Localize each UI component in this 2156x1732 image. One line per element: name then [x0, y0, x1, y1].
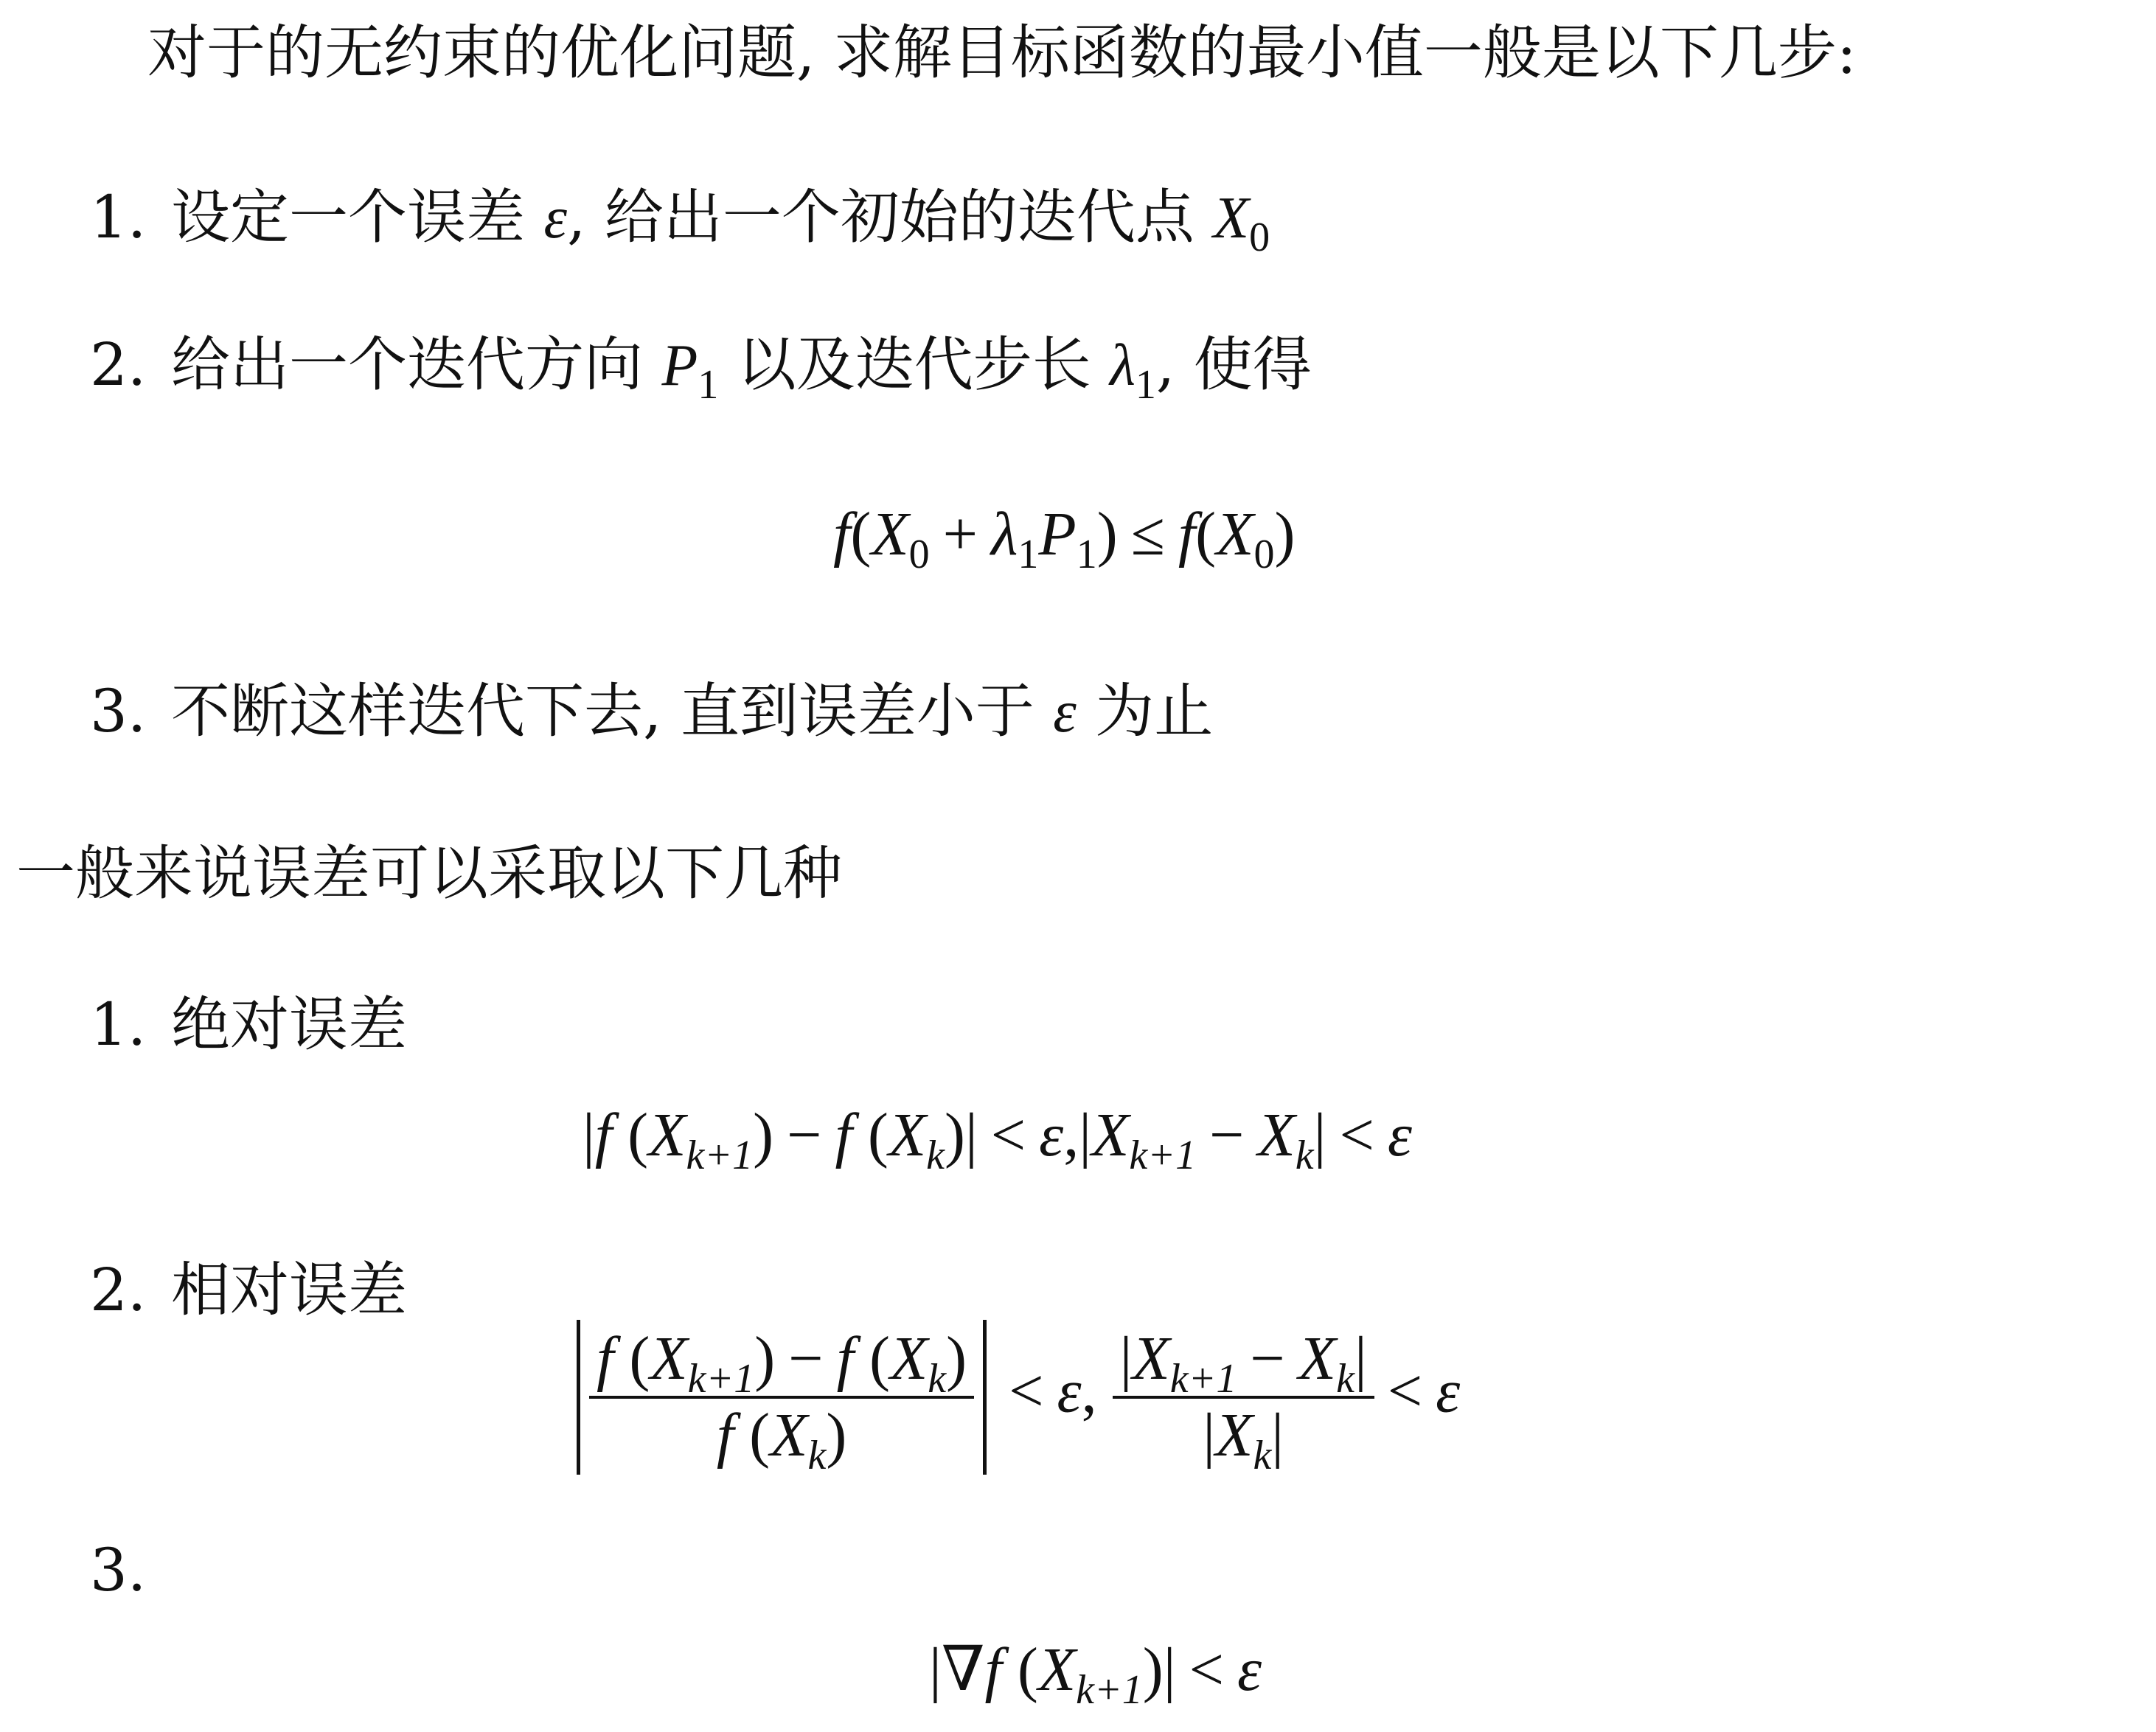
epsilon-symbol: ε [543, 186, 567, 251]
error-number: 3. [90, 1536, 147, 1604]
fraction-function: $\frac{f (X_{k+1}) - f (X_k)}{f (X_k)}$ [589, 1322, 974, 1472]
error-label: 绝对误差 [171, 990, 407, 1059]
abs-bar-right [983, 1320, 987, 1475]
equation-gradient: |∇f $(X_{k+1})| < \varepsilon$ [929, 1635, 1262, 1713]
step-text: 不断这样迭代下去, 直到误差小于 [171, 677, 1034, 745]
step-text-end: , 使得 [1155, 330, 1312, 399]
step-number: 3. [90, 677, 147, 745]
step-1 [90, 181, 1270, 260]
abs-bar-left [577, 1320, 580, 1475]
step-2 [90, 328, 1312, 408]
step-text: 设定一个误差 [171, 183, 525, 251]
equation-descent: $f(X_0 + \lambda_1P_1) \le f(X_0)$ [833, 500, 1296, 577]
error-type-3 [90, 1534, 171, 1607]
step-3 [90, 675, 1213, 749]
equation-relative-error: $\frac{f (X_{k+1}) - f (X_k)}{f (X_k)}$ < ε, $\frac{|X_{k+1} - X_k|}{|X_k|}$ < ε [568, 1320, 1460, 1475]
error-intro: 一般来说误差可以采取以下几种 [16, 839, 842, 908]
equation-absolute-error: |f $(X_{k+1}) - f$ $(X_k)| < \varepsilon,|X_{k+1} - X_k| < \varepsilon$ [583, 1101, 1412, 1178]
error-type-1 [90, 988, 407, 1062]
variable-x: $X_0$ [1213, 186, 1270, 260]
step-number: 1. [90, 183, 147, 251]
variable-lambda: $\lambda_1$ [1110, 333, 1156, 408]
error-label: 相对误差 [171, 1256, 407, 1324]
error-type-2 [90, 1253, 407, 1327]
error-number: 2. [90, 1256, 147, 1324]
step-text-end: 为止 [1095, 677, 1214, 745]
step-text-mid: , 给出一个初始的迭代点 [566, 183, 1195, 251]
intro-text: 对于的无约束的优化问题, 求解目标函数的最小值一般是以下几步: [147, 18, 1857, 87]
variable-p: $P_1$ [661, 333, 719, 408]
step-text: 给出一个迭代方向 [171, 330, 643, 399]
epsilon-symbol: ε [1053, 680, 1077, 745]
step-number: 2. [90, 330, 147, 399]
step-text-mid: 以及迭代步长 [737, 330, 1091, 399]
error-number: 1. [90, 990, 147, 1059]
fraction-variable: $\frac{|X_{k+1} - X_k|}{|X_k|}$ [1113, 1322, 1374, 1472]
